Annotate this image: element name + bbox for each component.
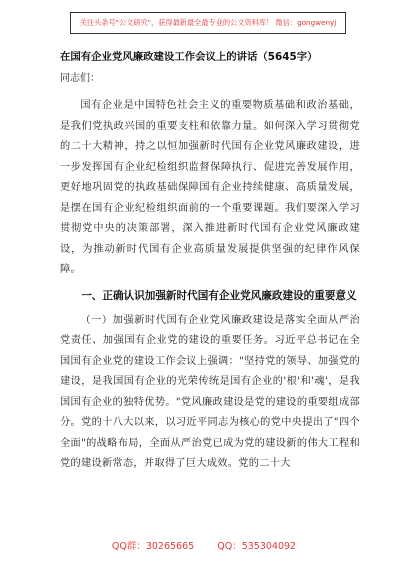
section-heading-1: 一、正确认识加强新时代国有企业党风廉政建设的重要意义 <box>81 289 357 302</box>
paragraph-intro: 国有企业是中国特色社会主义的重要物质基础和政治基础，是我们党执政兴国的重要支柱和依靠力量。如何深入学习贯彻党的二十大精神，持之以恒加强新时代国有企业党风廉政建设，进一步发挥国有企业纪检组织监督保障执行、促进完善发展作用，更好地巩固党的执政基础保障国有企业持续健康、高质量发展，是摆在国有企业纪检组织面前的一个重要课题。我们要深入学习贯彻党中央的决策部署，深入推进新时代国有企业党风廉政建设，为推动新时代国有企业高质量发展提供坚强的纪律作风保障。 <box>60 100 360 275</box>
greeting: 同志们： <box>60 73 100 84</box>
header-banner: 关注头条号"公文研究"，获得最新最全最专业的公文资料库！ 微信：gongwenyj <box>70 12 346 34</box>
paragraph-2: （一）加强新时代国有企业党风廉政建设是落实全面从严治党责任、加强国有企业党的建设的重要任务。习近平总书记在全国国有企业党的建设工作会议上强调："坚持党的领导、加强党的建设，是我国国有企业的光荣传统是国有企业的'根'和'魂'，是我国国有企业的独特优势。"党风廉政建设是党的建设的重要组成部分。党的十八大以来，以习近平同志为核心的党中央提出了"四个全面"的战略布局，全面从严治党已成为党的建设新的伟大工程和党的建设新常态，并取得了巨大成效。党的二十大 <box>60 314 360 469</box>
footer-contacts <box>0 538 408 552</box>
footer-qq-group: QQ群：30265665 <box>111 541 195 552</box>
document-body <box>60 48 360 475</box>
footer-qq: QQ：535304092 <box>217 541 297 552</box>
document-title: 在国有企业党风廉政建设工作会议上的讲话（5645字） <box>60 51 318 63</box>
